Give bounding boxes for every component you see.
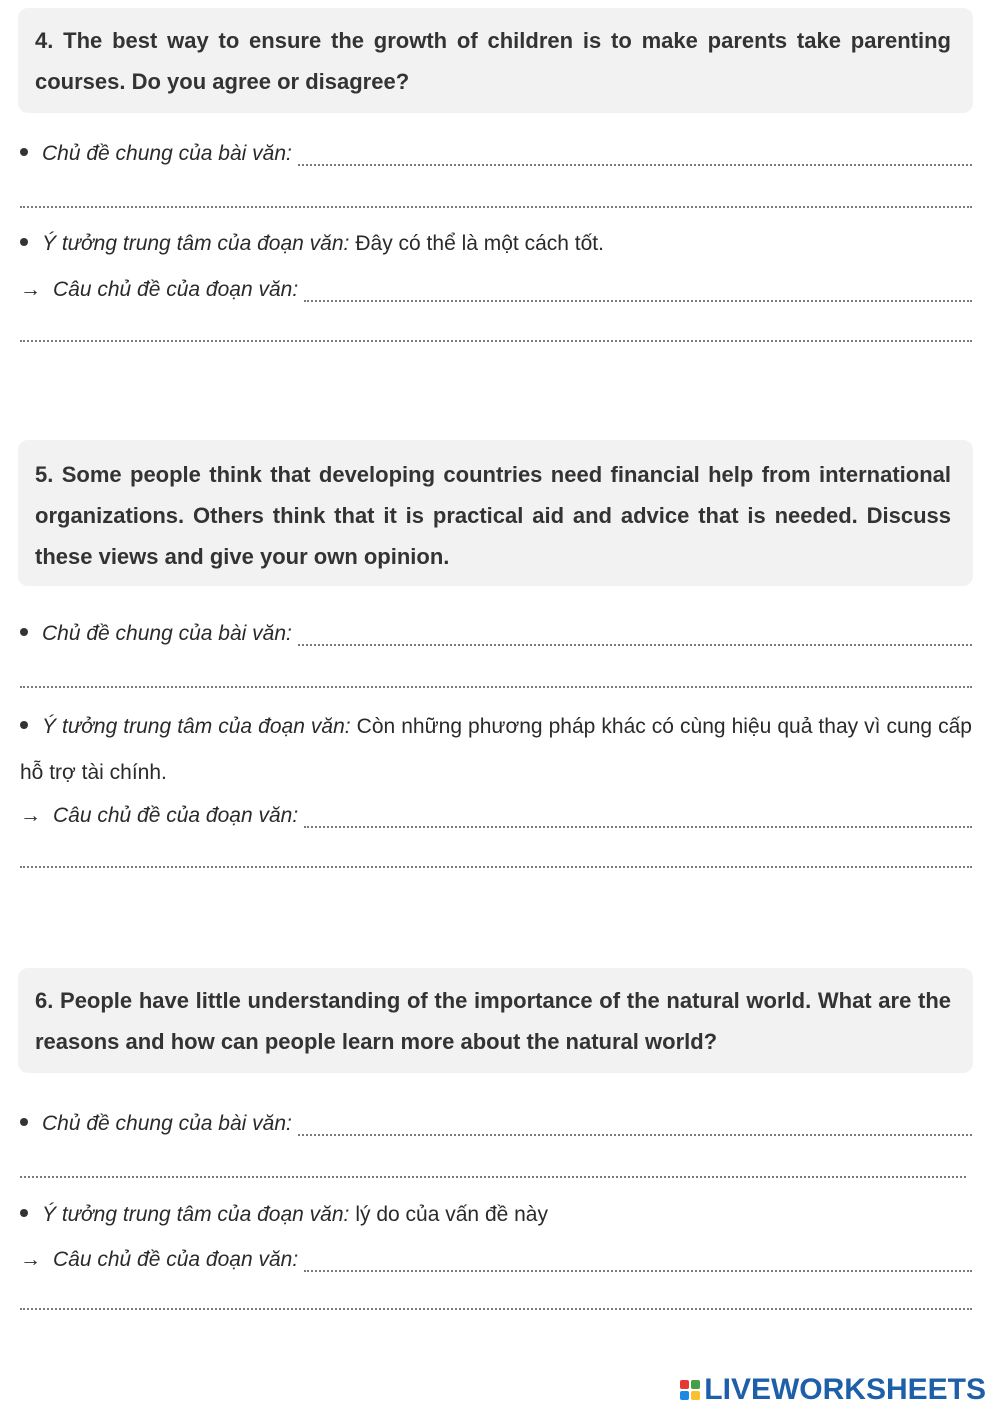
idea-label: Ý tưởng trung tâm của đoạn văn: [42,715,351,738]
bullet-icon [20,721,28,729]
logo-mark-cell [680,1380,689,1389]
idea-value: Đây có thể là một cách tốt. [355,232,604,255]
arrow-right-icon: → [20,278,41,301]
question-5-topic-row [20,622,972,652]
idea-label: Ý tưởng trung tâm của đoạn văn: [42,1203,350,1226]
topic-answer-field[interactable] [298,164,972,166]
sentence-label: Câu chủ đề của đoạn văn: [53,278,299,301]
topic-label: Chủ đề chung của bài văn: [42,622,292,645]
question-6-sentence-row [20,1248,972,1278]
sentence-answer-continuation[interactable] [20,866,972,868]
logo-mark-cell [691,1380,700,1389]
topic-label: Chủ đề chung của bài văn: [42,142,292,165]
question-4-idea-row [20,232,972,262]
question-5-sentence-row [20,804,972,834]
liveworksheets-logo[interactable] [680,1373,986,1407]
sentence-answer-field[interactable] [304,300,972,302]
logo-mark-cell [691,1391,700,1400]
idea-value: Còn những phương pháp khác có cùng hiệu quả thay vì cung cấp hỗ trợ tài chính. [20,715,972,784]
sentence-answer-continuation[interactable] [20,1308,972,1310]
question-4-prompt: 4. The best way to ensure the growth of children is to make parents take parenting courses. Do you agree or disagree? [35,28,951,94]
question-6-prompt: 6. People have little understanding of the importance of the natural world. What are the reasons and how can people learn more about the natural world? [35,988,951,1054]
question-5-prompt: 5. Some people think that developing countries need financial help from international organizations. Others think that it is practical aid and advice that is needed. Discuss these views and give your own opinion. [35,462,951,569]
idea-value: lý do của vấn đề này [355,1203,548,1226]
question-5-prompt-box [18,440,973,586]
arrow-right-icon: → [20,1248,41,1271]
topic-label: Chủ đề chung của bài văn: [42,1112,292,1135]
logo-mark-cell [680,1391,689,1400]
sentence-label: Câu chủ đề của đoạn văn: [53,804,299,827]
sentence-label: Câu chủ đề của đoạn văn: [53,1248,299,1271]
topic-answer-continuation[interactable] [20,1176,966,1178]
bullet-icon [20,1209,28,1217]
question-6-idea-row [20,1203,972,1233]
idea-label: Ý tưởng trung tâm của đoạn văn: [42,232,350,255]
liveworksheets-logo-mark-icon [680,1380,700,1400]
question-5-idea-block [20,704,972,796]
topic-answer-field[interactable] [298,1134,972,1136]
question-6-topic-row [20,1112,972,1142]
question-6-prompt-box [18,968,973,1073]
topic-answer-continuation[interactable] [20,206,972,208]
question-4-sentence-row [20,278,972,308]
arrow-right-icon: → [20,804,41,827]
bullet-icon [20,628,28,636]
topic-answer-field[interactable] [298,644,972,646]
bullet-icon [20,148,28,156]
bullet-icon [20,238,28,246]
bullet-icon [20,1118,28,1126]
logo-text: LIVEWORKSHEETS [704,1373,986,1406]
question-4-prompt-box [18,8,973,113]
sentence-answer-field[interactable] [304,1270,972,1272]
sentence-answer-continuation[interactable] [20,340,972,342]
sentence-answer-field[interactable] [304,826,972,828]
question-4-topic-row [20,142,972,172]
topic-answer-continuation[interactable] [20,686,972,688]
